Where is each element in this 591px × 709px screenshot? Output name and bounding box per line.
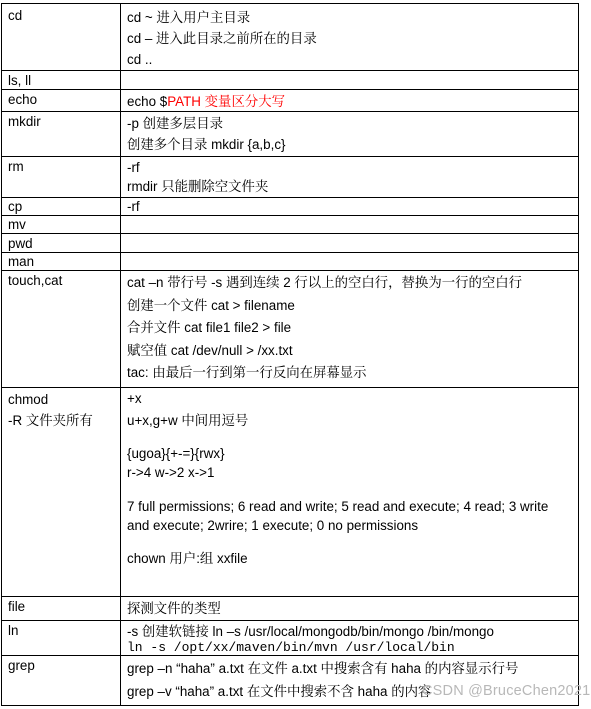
command-cell: ln — [2, 621, 121, 656]
description-line: 7 full permissions; 6 read and write; 5 read and execute; 4 read; 3 write — [127, 498, 549, 514]
blank-line — [127, 432, 572, 444]
command-line: chmod — [8, 392, 49, 407]
description-line: cat –n 带行号 -s 遇到连续 2 行以上的空白行，替换为一行的空白行 — [127, 275, 523, 290]
description-line: -rf — [127, 160, 140, 175]
highlight-text: PATH 变量区分大写 — [167, 94, 286, 109]
description-line: u+x,g+w 中间用逗号 — [127, 412, 249, 428]
description-line: and execute; 2wrire; 1 execute; 0 no permissions — [127, 518, 419, 533]
command-cell: mv — [2, 216, 121, 234]
table-row — [2, 234, 579, 253]
command-cell: grep — [2, 656, 121, 706]
description-line: r->4 w->2 x->1 — [127, 465, 215, 480]
description-cell — [121, 234, 579, 253]
code-line: ln -s /opt/xx/maven/bin/mvn /usr/local/bin — [127, 640, 455, 655]
description-cell — [121, 388, 579, 597]
description-line: chown 用户:组 xxfile — [127, 550, 248, 566]
description-cell — [121, 253, 579, 271]
command-table — [1, 3, 579, 706]
command-cell: cd — [2, 4, 121, 71]
table-row — [2, 4, 579, 71]
table-row — [2, 253, 579, 271]
description-cell — [121, 4, 579, 71]
description-cell — [121, 271, 579, 388]
description-line: cd ~ 进入用户主目录 — [127, 10, 251, 25]
table-row — [2, 597, 579, 621]
description-cell — [121, 71, 579, 90]
blank-line — [127, 483, 572, 497]
description-line: grep –v “haha” a.txt 在文件中搜索不含 haha 的内容 — [127, 684, 432, 699]
table-row — [2, 216, 579, 234]
table-row — [2, 198, 579, 216]
description-cell — [121, 112, 579, 157]
command-cell: mkdir — [2, 112, 121, 157]
description-line: cd .. — [127, 52, 153, 67]
description-line: 创建一个文件 cat > filename — [127, 297, 295, 313]
description-line: cd – 进入此目录之前所在的目录 — [127, 31, 317, 46]
command-cell — [2, 388, 121, 597]
description-cell: -rf — [121, 198, 579, 216]
table-row — [2, 388, 579, 597]
description-line: 赋空值 cat /dev/null > /xx.txt — [127, 342, 293, 358]
table-row — [2, 157, 579, 198]
table-row — [2, 621, 579, 656]
table-row — [2, 112, 579, 157]
table-row — [2, 271, 579, 388]
table-row — [2, 71, 579, 90]
command-cell: rm — [2, 157, 121, 198]
command-cell: man — [2, 253, 121, 271]
description-line: tac: 由最后一行到第一行反向在屏幕显示 — [127, 365, 367, 381]
command-cell: file — [2, 597, 121, 621]
description-cell — [121, 621, 579, 656]
command-cell: cp — [2, 198, 121, 216]
table-row — [2, 90, 579, 112]
description-line: 合并文件 cat file1 file2 > file — [127, 320, 292, 336]
description-line: -s 创建软链接 ln –s /usr/local/mongodb/bin/mongo /bin/mongo — [127, 624, 494, 639]
watermark: CSDN @BruceChen2021 — [422, 683, 591, 699]
description-line: grep –n “haha” a.txt 在文件 a.txt 中搜索含有 haha 的内容显示行号 — [127, 661, 519, 676]
description-line: 创建多个目录 mkdir {a,b,c} — [127, 137, 286, 152]
command-cell: echo — [2, 90, 121, 112]
command-cell: pwd — [2, 234, 121, 253]
description-text: echo $ — [127, 94, 168, 109]
command-cell: touch,cat — [2, 271, 121, 388]
command-cell: ls, ll — [2, 71, 121, 90]
description-cell — [121, 157, 579, 198]
command-line: -R 文件夹所有 — [8, 413, 93, 428]
description-cell: 探测文件的类型 — [121, 597, 579, 621]
description-line: +x — [127, 391, 142, 406]
description-cell — [121, 216, 579, 234]
description-line: -p 创建多层目录 — [127, 116, 223, 131]
description-line: {ugoa}{+-=}{rwx} — [127, 445, 225, 461]
description-line: rmdir 只能删除空文件夹 — [127, 179, 269, 194]
blank-line — [127, 536, 572, 549]
description-cell — [121, 90, 579, 112]
